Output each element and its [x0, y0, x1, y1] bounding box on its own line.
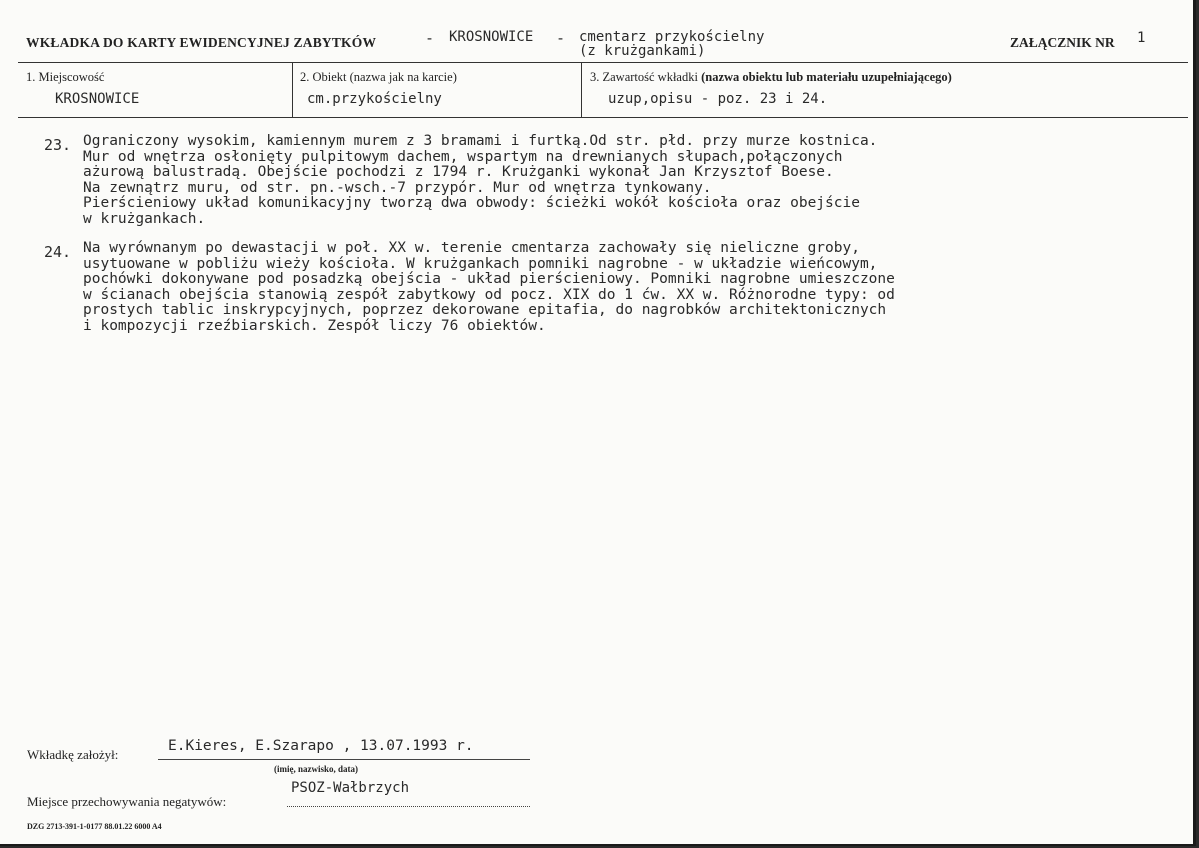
founded-underline	[158, 759, 530, 760]
text-line: prostych tablic inskrypcyjnych, poprzez dekorowane epitafia, do nagrobków architektonicznych	[83, 302, 887, 318]
annex-number: 1	[1137, 30, 1146, 46]
item-number: 23.	[44, 136, 72, 154]
form-title: WKŁADKA DO KARTY EWIDENCYJNEJ ZABYTKÓW	[26, 35, 377, 50]
annex-label: ZAŁĄCZNIK NR	[1010, 35, 1115, 50]
locality-value: KROSNOWICE	[55, 91, 140, 107]
item-number: 24.	[44, 243, 72, 261]
header-place: KROSNOWICE	[449, 29, 534, 45]
content-label	[590, 70, 952, 85]
header-object-line1: cmentarz przykościelny	[579, 29, 765, 45]
header-dash: -	[556, 29, 566, 47]
negatives-underline	[287, 806, 530, 807]
text-line: Mur od wnętrza osłonięty pulpitowym dachem, wspartym na drewnianych słupach,połączonych	[83, 148, 843, 165]
text-line: pochówki dokonywane pod posadzką obejścia - układ pierścieniowy. Pomniki nagrobne umieszczone	[83, 271, 895, 287]
text-line: i kompozycji rzeźbiarskich. Zespół liczy 76 obiektów.	[83, 317, 546, 334]
content-label-plain: 3. Zawartość wkładki	[590, 70, 698, 84]
content-value: uzup,opisu - poz. 23 i 24.	[608, 91, 828, 107]
text-line: w ścianach obejścia stanowią zespół zabytkowy od pocz. XIX do 1 ćw. XX w. Różnorodne typy: od	[83, 286, 895, 303]
text-line: Pierścieniowy układ komunikacyjny tworzą dwa obwody: ścieżki wokół kościoła oraz obejście	[83, 195, 860, 211]
negatives-value: PSOZ-Wałbrzych	[291, 780, 410, 796]
print-code: DZG 2713-391-1-0177 88.01.22 6000 A4	[27, 822, 162, 831]
table-bottom-rule	[18, 117, 1188, 118]
text-line: Na wyrównanym po dewastacji w poł. XX w. terenie cmentarza zachowały się nieliczne groby,	[83, 240, 860, 256]
table-top-rule	[18, 62, 1188, 63]
object-label: 2. Obiekt (nazwa jak na karcie)	[300, 70, 457, 84]
object-value: cm.przykościelny	[307, 91, 442, 107]
text-line: usytuowane w pobliżu wieży kościoła. W krużgankach pomniki nagrobne - w układzie wieńcowym,	[83, 255, 878, 272]
item-text	[83, 241, 895, 334]
column-divider	[292, 62, 293, 117]
locality-label: 1. Miejscowość	[26, 70, 105, 84]
header-object-line2: (z krużgankami)	[579, 43, 706, 59]
founded-value: E.Kieres, E.Szarapo , 13.07.1993 r.	[168, 738, 474, 754]
column-divider	[581, 62, 582, 117]
item-text	[83, 134, 877, 227]
founded-hint: (imię, nazwisko, data)	[274, 764, 358, 774]
text-line: Ograniczony wysokim, kamiennym murem z 3 bramami i furtką.Od str. płd. przy murze kostnica.	[83, 133, 878, 149]
founded-label: Wkładkę założył:	[27, 747, 119, 762]
negatives-label: Miejsce przechowywania negatywów:	[27, 794, 227, 809]
text-line: w krużgankach.	[83, 210, 206, 227]
text-line: Na zewnątrz muru, od str. pn.-wsch.-7 przypór. Mur od wnętrza tynkowany.	[83, 179, 712, 196]
content-label-bold: (nazwa obiektu lub materiału uzupełniającego)	[701, 70, 952, 84]
header-dash: -	[425, 29, 435, 47]
text-line: ażurową balustradą. Obejście pochodzi z 1794 r. Krużganki wykonał Jan Krzysztof Boese.	[83, 164, 834, 180]
